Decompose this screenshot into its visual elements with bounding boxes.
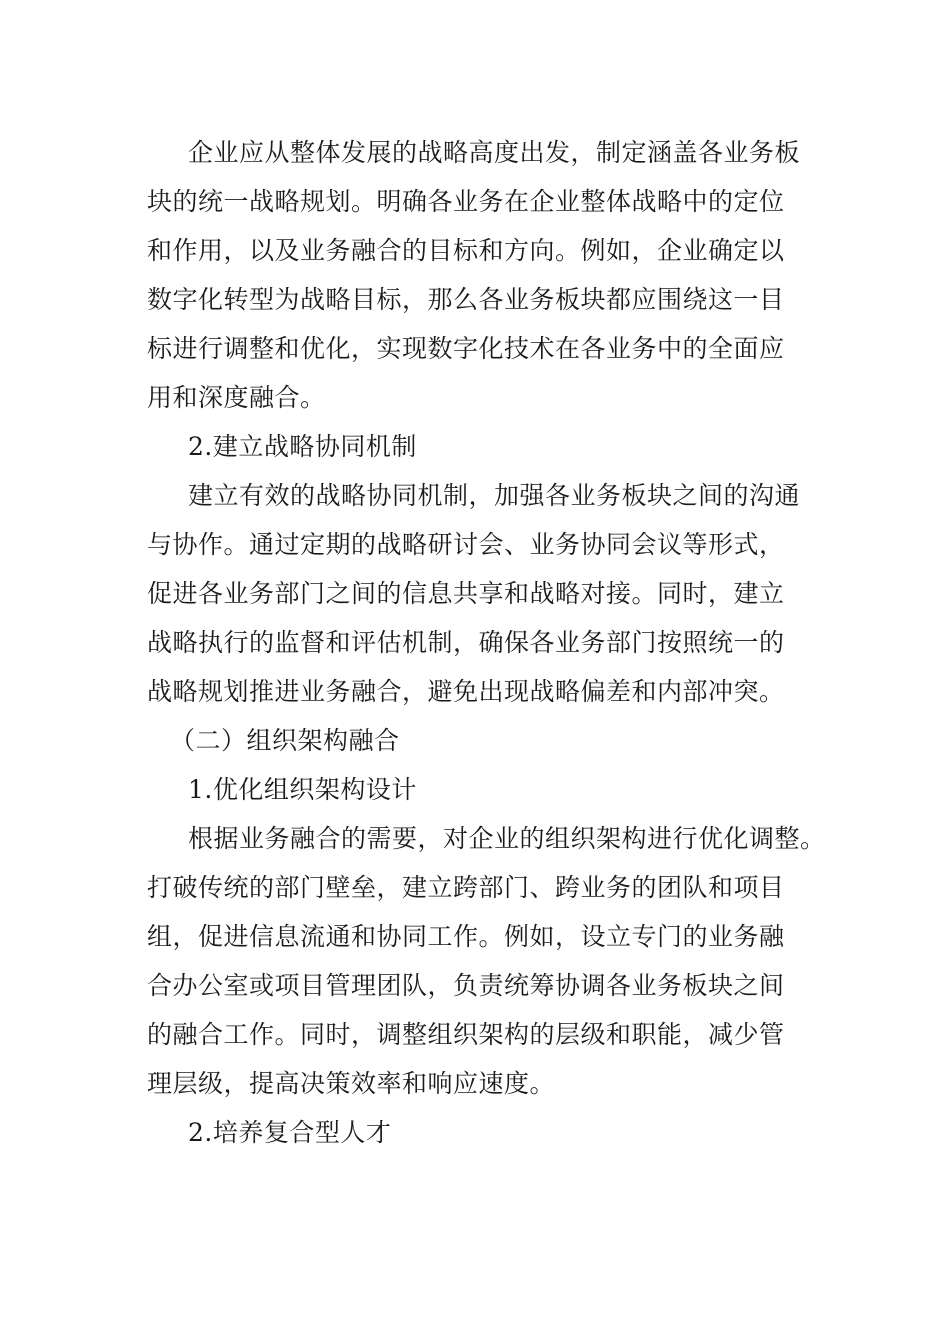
section-heading: 2.培养复合型人才 bbox=[188, 1118, 392, 1147]
paragraph-line: 建立有效的战略协同机制，加强各业务板块之间的沟通 bbox=[188, 481, 801, 510]
paragraph-line: 与协作。通过定期的战略研讨会、业务协同会议等形式， bbox=[147, 530, 785, 559]
section-heading: 1.优化组织架构设计 bbox=[188, 775, 417, 804]
paragraph-line: 和作用，以及业务融合的目标和方向。例如，企业确定以 bbox=[147, 236, 785, 265]
paragraph-line: 理层级，提高决策效率和响应速度。 bbox=[147, 1069, 556, 1098]
paragraph-line: 标进行调整和优化，实现数字化技术在各业务中的全面应 bbox=[147, 334, 785, 363]
paragraph-line: 企业应从整体发展的战略高度出发，制定涵盖各业务板 bbox=[188, 138, 801, 167]
paragraph-line: 块的统一战略规划。明确各业务在企业整体战略中的定位 bbox=[147, 187, 785, 216]
paragraph-line: 战略执行的监督和评估机制，确保各业务部门按照统一的 bbox=[147, 628, 785, 657]
paragraph-line: 数字化转型为战略目标，那么各业务板块都应围绕这一目 bbox=[147, 285, 785, 314]
paragraph-line: 根据业务融合的需要，对企业的组织架构进行优化调整。 bbox=[188, 824, 826, 853]
paragraph-line: 合办公室或项目管理团队，负责统筹协调各业务板块之间 bbox=[147, 971, 785, 1000]
chapter-heading: （二）组织架构融合 bbox=[170, 726, 400, 755]
section-heading: 2.建立战略协同机制 bbox=[188, 432, 417, 461]
paragraph-line: 战略规划推进业务融合，避免出现战略偏差和内部冲突。 bbox=[147, 677, 785, 706]
paragraph-line: 促进各业务部门之间的信息共享和战略对接。同时，建立 bbox=[147, 579, 785, 608]
paragraph-line: 用和深度融合。 bbox=[147, 383, 326, 412]
paragraph-line: 的融合工作。同时，调整组织架构的层级和职能，减少管 bbox=[147, 1020, 785, 1049]
paragraph-line: 组，促进信息流通和协同工作。例如，设立专门的业务融 bbox=[147, 922, 785, 951]
paragraph-line: 打破传统的部门壁垒，建立跨部门、跨业务的团队和项目 bbox=[147, 873, 785, 902]
